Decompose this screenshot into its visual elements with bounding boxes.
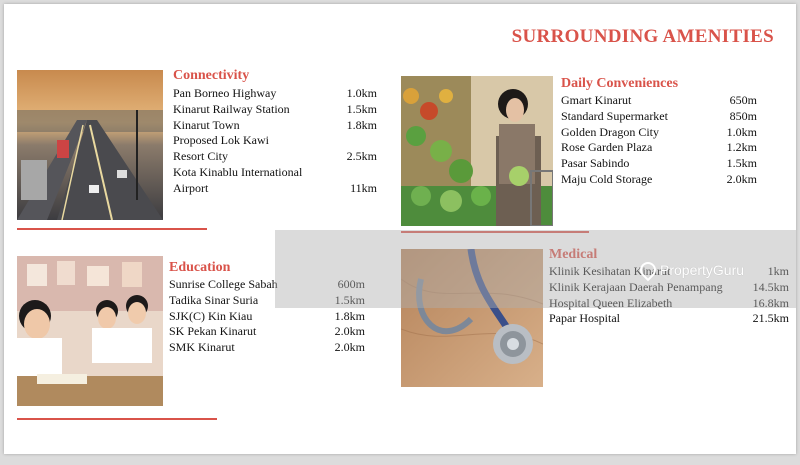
medical-title: Medical bbox=[549, 247, 598, 262]
amenity-distance: 11km bbox=[350, 180, 377, 195]
amenity-name: SMK Kinarut bbox=[169, 340, 235, 355]
amenity-distance: 14.5km bbox=[752, 279, 789, 294]
amenity-distance: 2.0km bbox=[334, 324, 365, 339]
list-item bbox=[169, 340, 365, 356]
list-item bbox=[173, 133, 377, 149]
amenity-name: Standard Supermarket bbox=[561, 108, 668, 123]
amenity-distance: 600m bbox=[337, 277, 365, 291]
amenity-name: Tadika Sinar Suria bbox=[169, 292, 259, 307]
supermarket-photo bbox=[401, 76, 553, 226]
watermark-text: PropertyGuru bbox=[660, 262, 745, 278]
classroom-photo bbox=[17, 256, 163, 406]
amenity-name: Kinarut Town bbox=[173, 117, 240, 132]
amenity-distance: 2.0km bbox=[334, 340, 365, 355]
amenity-name: Hospital Queen Elizabeth bbox=[549, 295, 673, 310]
list-item bbox=[173, 86, 377, 102]
list-item bbox=[173, 165, 377, 181]
page-title: SURROUNDING AMENITIES bbox=[511, 26, 774, 47]
list-item bbox=[169, 324, 365, 340]
amenity-name: Klinik Kerajaan Daerah Penampang bbox=[549, 279, 723, 294]
list-item bbox=[173, 149, 377, 165]
education-title: Education bbox=[169, 260, 231, 275]
list-item bbox=[561, 156, 757, 172]
amenity-name: Pasar Sabindo bbox=[561, 156, 630, 171]
list-item bbox=[561, 140, 757, 156]
amenity-distance: 1.5km bbox=[726, 156, 757, 171]
daily-conveniences-list bbox=[561, 93, 757, 188]
amenity-name: Gmart Kinarut bbox=[561, 93, 632, 107]
amenity-distance: 2.5km bbox=[346, 149, 377, 164]
amenity-distance: 2.0km bbox=[726, 171, 757, 186]
amenity-distance: 1.0km bbox=[346, 86, 377, 100]
amenity-name: Papar Hospital bbox=[549, 311, 620, 326]
section-divider bbox=[17, 228, 207, 230]
amenity-distance: 1.8km bbox=[346, 117, 377, 132]
amenity-name: Pan Borneo Highway bbox=[173, 86, 277, 100]
connectivity-list bbox=[173, 86, 377, 197]
section-divider bbox=[17, 418, 217, 420]
amenity-name: Kinarut Railway Station bbox=[173, 101, 290, 116]
amenity-name: Maju Cold Storage bbox=[561, 171, 653, 186]
amenity-name: Golden Dragon City bbox=[561, 124, 659, 139]
amenity-distance: 1.5km bbox=[346, 101, 377, 116]
daily-conveniences-title: Daily Conveniences bbox=[561, 76, 679, 91]
list-item bbox=[561, 109, 757, 125]
list-item bbox=[549, 311, 789, 327]
amenity-name: SJK(C) Kin Kiau bbox=[169, 308, 253, 323]
connectivity-title: Connectivity bbox=[173, 68, 250, 83]
list-item bbox=[169, 309, 365, 325]
amenity-distance: 650m bbox=[729, 93, 757, 107]
amenity-distance: 1.2km bbox=[726, 140, 757, 155]
list-item bbox=[173, 118, 377, 134]
amenity-name: Resort City bbox=[173, 149, 229, 164]
amenity-distance: 1.0km bbox=[726, 124, 757, 139]
amenity-distance: 1.5km bbox=[334, 292, 365, 307]
watermark bbox=[640, 262, 744, 278]
amenity-distance: 850m bbox=[729, 108, 757, 123]
amenity-distance: 1km bbox=[767, 264, 789, 278]
highway-photo bbox=[17, 70, 163, 220]
amenity-name: Kota Kinablu International bbox=[173, 164, 303, 179]
brochure-page bbox=[4, 4, 796, 454]
amenity-name: Proposed Lok Kawi bbox=[173, 133, 269, 148]
amenity-name: Rose Garden Plaza bbox=[561, 140, 653, 155]
amenity-name: SK Pekan Kinarut bbox=[169, 324, 257, 339]
amenity-name: Klinik Kesihatan Kinarut bbox=[549, 264, 671, 278]
amenity-name: Airport bbox=[173, 180, 209, 195]
list-item bbox=[561, 93, 757, 109]
list-item bbox=[561, 172, 757, 188]
list-item bbox=[173, 102, 377, 118]
amenity-distance: 16.8km bbox=[752, 295, 789, 310]
amenity-name: Sunrise College Sabah bbox=[169, 277, 278, 291]
amenity-distance: 21.5km bbox=[752, 311, 789, 326]
amenity-distance: 1.8km bbox=[334, 308, 365, 323]
pin-icon bbox=[637, 259, 660, 282]
list-item bbox=[561, 125, 757, 141]
list-item bbox=[173, 181, 377, 197]
